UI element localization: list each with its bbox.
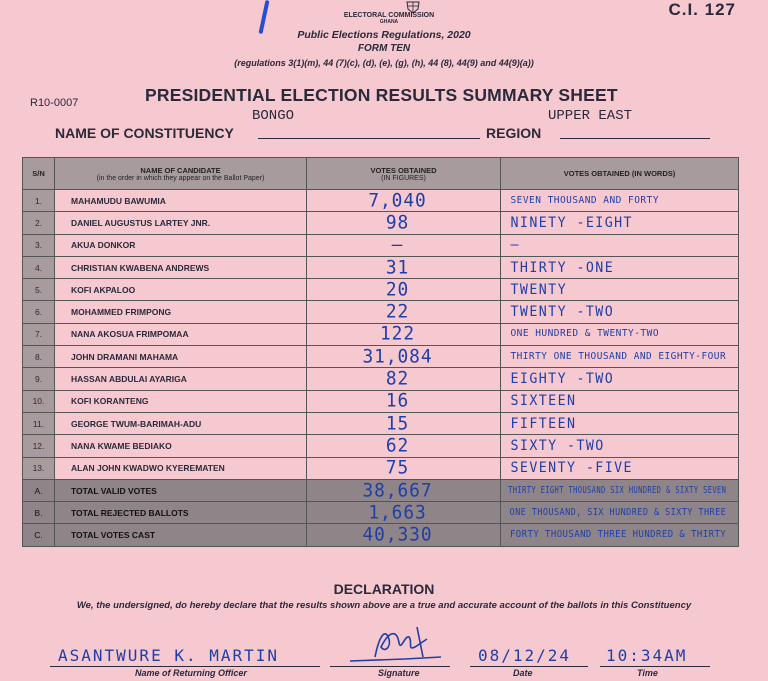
form-header <box>0 0 768 68</box>
votes-words-cell <box>501 368 739 390</box>
candidate-row <box>23 368 739 390</box>
votes-words-cell <box>501 390 739 412</box>
votes-words: THIRTY -ONE <box>510 259 615 276</box>
candidate-row <box>23 390 739 412</box>
votes-figures-cell <box>307 435 501 457</box>
votes-figures: 16 <box>385 389 410 412</box>
region-label: REGION <box>486 125 542 141</box>
votes-figures: — <box>391 233 404 256</box>
votes-words: THIRTY EIGHT THOUSAND SIX HUNDRED & SIXTY SEVEN <box>508 484 727 496</box>
votes-figures-cell <box>307 457 501 479</box>
votes-words-cell <box>501 301 739 323</box>
row-sn: 2. <box>23 212 55 234</box>
row-sn: 4. <box>23 256 55 278</box>
declaration-title: DECLARATION <box>333 581 435 597</box>
candidate-name: CHRISTIAN KWABENA ANDREWS <box>55 256 307 278</box>
ci-number: C.I. 127 <box>668 0 736 19</box>
row-sn: A. <box>23 479 55 501</box>
region-underline <box>560 138 710 139</box>
candidate-name: GEORGE TWUM-BARIMAH-ADU <box>55 412 307 434</box>
votes-figures: 98 <box>385 211 410 234</box>
votes-words: FORTY THOUSAND THREE HUNDRED & THIRTY <box>509 529 727 541</box>
votes-words-cell <box>501 524 739 546</box>
time-value: 10:34AM <box>606 646 688 665</box>
total-row <box>23 479 739 501</box>
total-row <box>23 524 739 546</box>
votes-words: ONE HUNDRED & TWENTY-TWO <box>510 328 660 340</box>
returning-officer-signature <box>345 617 445 667</box>
votes-words-cell <box>501 457 739 479</box>
header-figures-sub: (IN FIGURES) <box>381 174 426 182</box>
date-line <box>470 666 588 667</box>
candidate-name: JOHN DRAMANI MAHAMA <box>55 346 307 368</box>
signature-label: Signature <box>378 668 420 678</box>
candidate-name: NANA AKOSUA FRIMPOMAA <box>55 323 307 345</box>
time-label: Time <box>637 668 658 678</box>
votes-words-cell <box>501 279 739 301</box>
candidate-row <box>23 190 739 212</box>
candidate-row <box>23 323 739 345</box>
candidate-name: DANIEL AUGUSTUS LARTEY JNR. <box>55 212 307 234</box>
votes-figures-cell <box>307 479 501 501</box>
candidate-name: KOFI KORANTENG <box>55 390 307 412</box>
votes-figures: 122 <box>380 322 416 345</box>
row-sn: 5. <box>23 279 55 301</box>
votes-words-cell <box>501 435 739 457</box>
votes-figures: 31,084 <box>362 345 433 368</box>
header-candidate <box>55 158 307 190</box>
votes-figures-cell <box>307 390 501 412</box>
votes-figures-cell <box>307 524 501 546</box>
total-row <box>23 502 739 524</box>
table-header-row <box>23 158 739 190</box>
votes-words: THIRTY ONE THOUSAND AND EIGHTY-FOUR <box>510 350 727 362</box>
results-table <box>22 157 739 547</box>
votes-words: ONE THOUSAND, SIX HUNDRED & SIXTY THREE <box>509 506 727 518</box>
row-sn: 12. <box>23 435 55 457</box>
votes-figures: 62 <box>385 434 410 457</box>
votes-words: EIGHTY -TWO <box>510 371 615 388</box>
votes-words: SEVENTY -FIVE <box>510 460 633 477</box>
votes-figures: 7,040 <box>368 189 427 212</box>
votes-words: SIXTY -TWO <box>510 437 605 454</box>
commission-name: ELECTORAL COMMISSION <box>343 12 435 19</box>
total-label: TOTAL REJECTED BALLOTS <box>55 502 307 524</box>
candidate-name: AKUA DONKOR <box>55 234 307 256</box>
row-sn: C. <box>23 524 55 546</box>
candidate-row <box>23 346 739 368</box>
votes-words-cell <box>501 234 739 256</box>
regulations-title: Public Elections Regulations, 2020 <box>297 29 471 41</box>
votes-figures-cell <box>307 190 501 212</box>
time-line <box>600 666 710 667</box>
header-words: VOTES OBTAINED (IN WORDS) <box>501 158 739 190</box>
votes-words-cell <box>501 212 739 234</box>
total-label: TOTAL VOTES CAST <box>55 524 307 546</box>
candidate-name: KOFI AKPALOO <box>55 279 307 301</box>
commission-country: GHANA <box>379 19 399 25</box>
candidate-name: MAHAMUDU BAWUMIA <box>55 190 307 212</box>
votes-words-cell <box>501 412 739 434</box>
results-body <box>23 190 739 547</box>
header-candidate-title: NAME OF CANDIDATE <box>140 165 221 175</box>
votes-words-cell <box>501 479 739 501</box>
votes-figures-cell <box>307 323 501 345</box>
votes-figures: 82 <box>385 367 410 390</box>
constituency-underline <box>258 138 480 139</box>
row-sn: 6. <box>23 301 55 323</box>
header-candidate-sub: (in the order in which they appear on the Ballot Paper) <box>96 174 265 182</box>
constituency-label: NAME OF CONSTITUENCY <box>55 125 234 141</box>
coat-of-arms-icon <box>405 0 421 14</box>
votes-figures: 22 <box>385 300 410 323</box>
votes-figures-cell <box>307 256 501 278</box>
candidate-name: MOHAMMED FRIMPONG <box>55 301 307 323</box>
candidate-row <box>23 256 739 278</box>
date-label: Date <box>513 668 533 678</box>
votes-words-cell <box>501 190 739 212</box>
votes-figures-cell <box>307 279 501 301</box>
row-sn: 8. <box>23 346 55 368</box>
votes-figures: 38,667 <box>362 479 433 501</box>
candidate-row <box>23 435 739 457</box>
votes-words: TWENTY <box>510 281 568 298</box>
row-sn: 3. <box>23 234 55 256</box>
votes-words-cell <box>501 323 739 345</box>
votes-figures: 1,663 <box>368 501 427 524</box>
votes-figures-cell <box>307 368 501 390</box>
candidate-name: HASSAN ABDULAI AYARIGA <box>55 368 307 390</box>
row-sn: B. <box>23 502 55 524</box>
votes-words-cell <box>501 346 739 368</box>
row-sn: 1. <box>23 190 55 212</box>
row-sn: 11. <box>23 412 55 434</box>
date-value: 08/12/24 <box>478 646 572 665</box>
votes-figures-cell <box>307 212 501 234</box>
candidate-row <box>23 301 739 323</box>
returning-officer-name: ASANTWURE K. MARTIN <box>58 646 280 665</box>
constituency-value: BONGO <box>252 108 295 124</box>
votes-figures: 15 <box>385 412 410 435</box>
votes-figures-cell <box>307 346 501 368</box>
votes-figures-cell <box>307 412 501 434</box>
votes-words: SIXTEEN <box>510 393 577 410</box>
votes-figures-cell <box>307 301 501 323</box>
candidate-row <box>23 457 739 479</box>
candidate-row <box>23 412 739 434</box>
row-sn: 13. <box>23 457 55 479</box>
signature-line <box>330 666 450 667</box>
row-sn: 9. <box>23 368 55 390</box>
votes-figures: 20 <box>385 278 410 301</box>
total-label: TOTAL VALID VOTES <box>55 479 307 501</box>
candidate-name: NANA KWAME BEDIAKO <box>55 435 307 457</box>
votes-figures: 40,330 <box>362 523 433 546</box>
votes-words: FIFTEEN <box>510 415 577 432</box>
form-title: FORM TEN <box>357 43 411 54</box>
header-sn: S/N <box>23 158 55 190</box>
form-code: R10-0007 <box>30 97 79 109</box>
votes-words: NINETY -EIGHT <box>510 214 633 231</box>
page-title: PRESIDENTIAL ELECTION RESULTS SUMMARY SHEET <box>145 85 618 105</box>
votes-words-cell <box>501 502 739 524</box>
officer-name-label: Name of Returning Officer <box>135 668 247 678</box>
header-figures-title: VOTES OBTAINED <box>370 165 437 175</box>
officer-name-line <box>50 666 320 667</box>
candidate-row <box>23 279 739 301</box>
declaration-text: We, the undersigned, do hereby declare that the results shown above are a true and accurate account of the ballots in this Constituency <box>76 600 692 611</box>
row-sn: 10. <box>23 390 55 412</box>
votes-figures-cell <box>307 502 501 524</box>
header-figures <box>307 158 501 190</box>
candidate-row <box>23 234 739 256</box>
votes-figures: 31 <box>385 256 410 279</box>
row-sn: 7. <box>23 323 55 345</box>
candidate-row <box>23 212 739 234</box>
region-value: UPPER EAST <box>548 108 633 124</box>
votes-words-cell <box>501 256 739 278</box>
votes-figures-cell <box>307 234 501 256</box>
votes-words: TWENTY -TWO <box>510 304 615 321</box>
votes-words: — <box>510 237 520 254</box>
votes-words: SEVEN THOUSAND AND FORTY <box>510 194 660 206</box>
regulations-references: (regulations 3(1)(m), 44 (7)(c), (d), (e), (g), (h), 44 (8), 44(9) and 44(9)(a)) <box>234 58 534 68</box>
votes-figures: 75 <box>385 456 410 479</box>
candidate-name: ALAN JOHN KWADWO KYEREMATEN <box>55 457 307 479</box>
